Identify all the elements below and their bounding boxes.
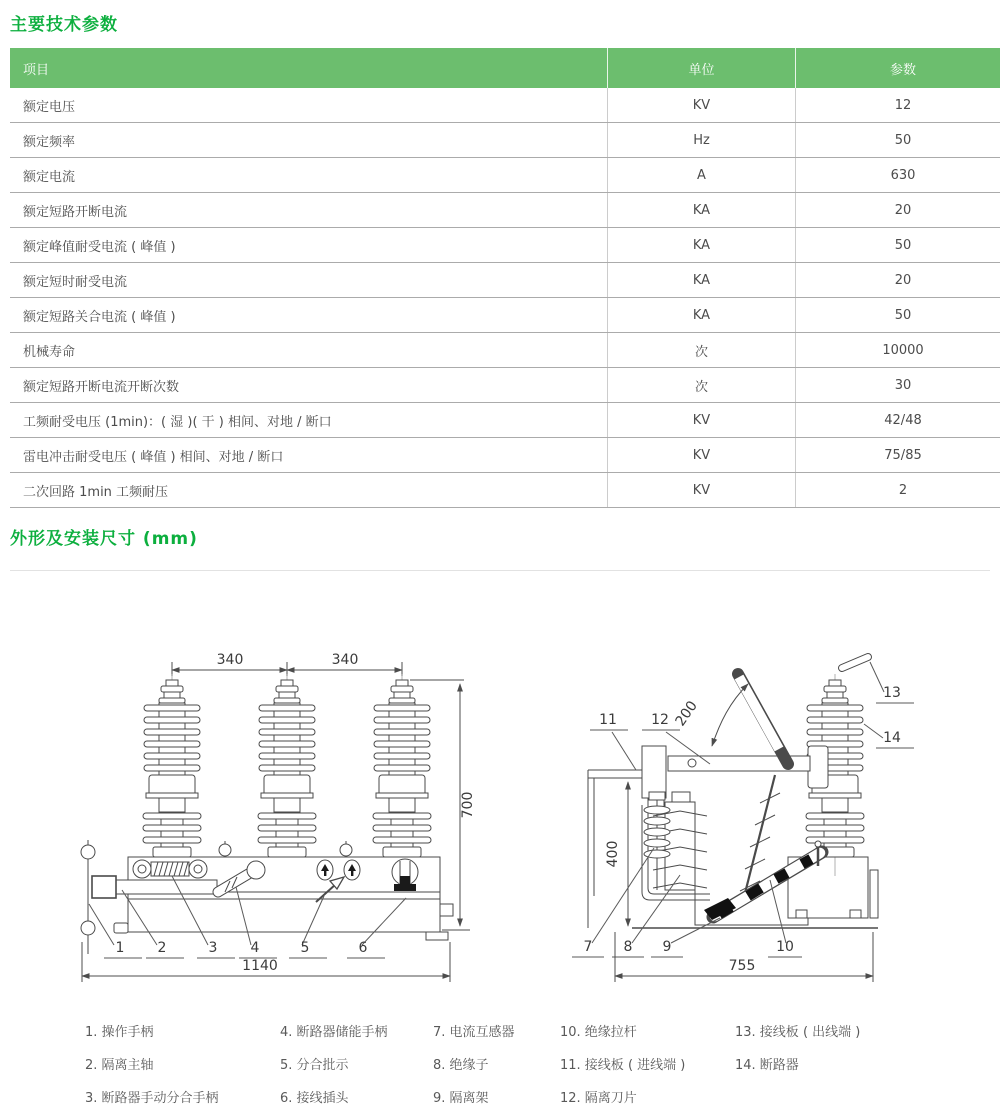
- param-unit: KA: [608, 298, 796, 333]
- param-name: 机械寿命: [10, 333, 608, 368]
- param-unit: KV: [608, 403, 796, 438]
- legend-item: 10. 绝缘拉杆: [560, 1021, 735, 1040]
- param-value: 630: [796, 158, 1000, 193]
- isolating-blade: [738, 674, 788, 764]
- wiring-plug: [392, 859, 418, 891]
- param-value: 30: [796, 368, 1000, 403]
- table-row: [10, 263, 1000, 298]
- callout-8: 8: [624, 939, 633, 955]
- outgoing-terminal: [842, 657, 868, 668]
- param-unit: KV: [608, 473, 796, 508]
- param-unit: 次: [608, 333, 796, 368]
- param-unit: Hz: [608, 123, 796, 158]
- legend-item: 5. 分合批示: [280, 1054, 433, 1073]
- callout-13: 13: [883, 685, 901, 701]
- table-row: [10, 333, 1000, 368]
- table-row: [10, 473, 1000, 508]
- legend-item: 13. 接线板 ( 出线端 ): [735, 1021, 935, 1040]
- param-value: 12: [796, 88, 1000, 123]
- callout-2: 2: [158, 940, 167, 956]
- spec-table: [10, 48, 1000, 508]
- blade-travel-dimension: [673, 684, 748, 746]
- incoming-terminal-plate: [642, 746, 666, 798]
- param-unit: KA: [608, 193, 796, 228]
- table-row: [10, 438, 1000, 473]
- param-unit: KV: [608, 88, 796, 123]
- table-row: [10, 403, 1000, 438]
- callout-11: 11: [599, 712, 617, 728]
- param-name: 额定短时耐受电流: [10, 263, 608, 298]
- params-section-title: 主要技术参数: [10, 10, 118, 35]
- legend-item: 8. 绝缘子: [433, 1054, 560, 1073]
- legend-item: 12. 隔离刀片: [560, 1087, 735, 1106]
- blade-arm: [668, 746, 828, 788]
- dim-label-340-right: 340: [332, 652, 359, 668]
- param-name: 额定电流: [10, 158, 608, 193]
- callout-4: 4: [251, 940, 260, 956]
- legend-item: 4. 断路器储能手柄: [280, 1021, 433, 1040]
- param-value: 42/48: [796, 403, 1000, 438]
- param-value: 75/85: [796, 438, 1000, 473]
- legend-item: 7. 电流互感器: [433, 1021, 560, 1040]
- dim-label-1140: 1140: [242, 958, 278, 974]
- legend-item: 14. 断路器: [735, 1054, 935, 1073]
- param-name: 额定短路开断电流: [10, 193, 608, 228]
- table-row: [10, 298, 1000, 333]
- param-value: 50: [796, 298, 1000, 333]
- front-top-dimension: [172, 652, 402, 676]
- callout-14: 14: [883, 730, 901, 746]
- legend-item: 9. 隔离架: [433, 1087, 560, 1106]
- callout-12: 12: [651, 712, 669, 728]
- dimensions-section-title: 外形及安装尺寸 (mm): [10, 524, 198, 549]
- dim-label-755: 755: [729, 958, 756, 974]
- callout-10: 10: [776, 939, 794, 955]
- spring-assembly: [133, 860, 207, 878]
- legend-item: 3. 断路器手动分合手柄: [85, 1087, 280, 1106]
- param-value: 20: [796, 193, 1000, 228]
- param-value: 2: [796, 473, 1000, 508]
- col-header-unit: 单位: [608, 48, 796, 88]
- front-width-dimension: [82, 942, 450, 982]
- frame-structure: [588, 746, 666, 928]
- param-unit: KA: [608, 263, 796, 298]
- dim-label-700: 700: [460, 792, 476, 819]
- callout-3: 3: [209, 940, 218, 956]
- param-unit: 次: [608, 368, 796, 403]
- table-row: [10, 88, 1000, 123]
- param-unit: KV: [608, 438, 796, 473]
- param-name: 工频耐受电压 (1min)：( 湿 )( 干 ) 相间、对地 / 断口: [10, 403, 608, 438]
- legend-item: 2. 隔离主轴: [85, 1054, 280, 1073]
- param-name: 雷电冲击耐受电压 ( 峰值 ) 相间、对地 / 断口: [10, 438, 608, 473]
- table-row: [10, 123, 1000, 158]
- param-value: 50: [796, 228, 1000, 263]
- side-height-dimension: [605, 782, 628, 926]
- table-row: [10, 193, 1000, 228]
- dim-label-400: 400: [605, 841, 621, 868]
- callout-1: 1: [116, 940, 125, 956]
- param-name: 额定峰值耐受电流 ( 峰值 ): [10, 228, 608, 263]
- param-name: 额定短路开断电流开断次数: [10, 368, 608, 403]
- callout-6: 6: [359, 940, 368, 956]
- param-value: 20: [796, 263, 1000, 298]
- pole-left: [143, 674, 201, 876]
- param-value: 10000: [796, 333, 1000, 368]
- callout-7: 7: [584, 939, 593, 955]
- parts-legend: [85, 1014, 935, 1113]
- param-name: 额定短路关合电流 ( 峰值 ): [10, 298, 608, 333]
- table-row: [10, 158, 1000, 193]
- param-name: 额定电压: [10, 88, 608, 123]
- param-name: 二次回路 1min 工频耐压: [10, 473, 608, 508]
- side-callouts-right: [864, 662, 914, 748]
- pole-right: [373, 674, 431, 876]
- param-unit: A: [608, 158, 796, 193]
- callout-9: 9: [663, 939, 672, 955]
- legend-item: 11. 接线板 ( 进线端 ): [560, 1054, 735, 1073]
- col-header-item: 项目: [10, 48, 608, 88]
- table-row: [10, 368, 1000, 403]
- front-view-drawing: [60, 640, 500, 1025]
- table-row: [10, 228, 1000, 263]
- callout-5: 5: [301, 940, 310, 956]
- col-header-value: 参数: [796, 48, 1000, 88]
- side-view-drawing: [570, 640, 1000, 1025]
- pole-middle: [258, 674, 316, 876]
- param-name: 额定频率: [10, 123, 608, 158]
- outline-drawings: [0, 600, 1000, 1015]
- dim-label-200: 200: [673, 698, 701, 729]
- param-value: 50: [796, 123, 1000, 158]
- isolating-main-shaft: [115, 880, 217, 894]
- dim-label-340-left: 340: [217, 652, 244, 668]
- legend-item: 6. 接线插头: [280, 1087, 433, 1106]
- param-unit: KA: [608, 228, 796, 263]
- legend-item: 1. 操作手柄: [85, 1021, 280, 1040]
- table-header-row: [10, 48, 1000, 88]
- section-divider: [10, 570, 990, 571]
